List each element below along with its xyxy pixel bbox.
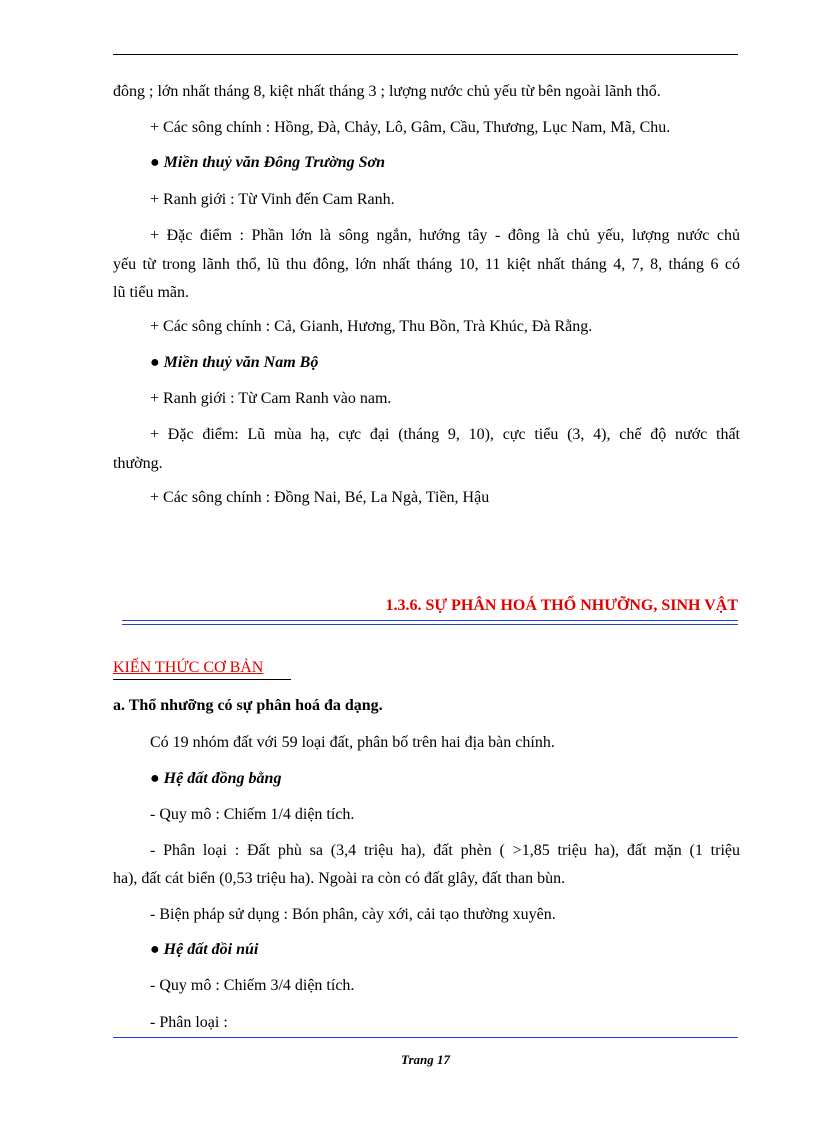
page-number: Trang 17 xyxy=(401,1052,450,1067)
kien-thuc-heading: KIẾN THỨC CƠ BẢN xyxy=(113,659,264,676)
text-line: + Ranh giới : Từ Vinh đến Cam Ranh. xyxy=(150,191,395,208)
text-line: + Đặc điểm: Lũ mùa hạ, cực đại (tháng 9, 10), cực tiểu (3, 4), chế độ nước thất xyxy=(150,426,740,443)
text-line: + Các sông chính : Cả, Gianh, Hương, Thu Bồn, Trà Khúc, Đà Rằng. xyxy=(150,318,593,335)
text-line: - Quy mô : Chiếm 3/4 diện tích. xyxy=(150,977,355,994)
text-line: + Ranh giới : Từ Cam Ranh vào nam. xyxy=(150,390,392,407)
text-line: thường. xyxy=(113,455,163,472)
footer-rule xyxy=(113,1037,738,1038)
paragraph-heading: a. Thổ nhưỡng có sự phân hoá đa dạng. xyxy=(113,697,383,714)
text-line: Có 19 nhóm đất với 59 loại đất, phân bố trên hai địa bàn chính. xyxy=(150,734,555,751)
heading-rule xyxy=(122,624,738,625)
header-rule xyxy=(113,54,738,55)
subheading: ● Miền thuỷ văn Nam Bộ xyxy=(150,354,319,371)
text-line: - Quy mô : Chiếm 1/4 diện tích. xyxy=(150,806,355,823)
text-line: - Phân loại : xyxy=(150,1014,228,1031)
text-line: lũ tiểu mãn. xyxy=(113,284,189,301)
text-line: + Đặc điểm : Phần lớn là sông ngắn, hướng tây - đông là chủ yếu, lượng nước chủ xyxy=(150,227,740,244)
subheading: ● Miền thuỷ văn Đông Trường Sơn xyxy=(150,154,385,171)
subheading: ● Hệ đất đồng bằng xyxy=(150,770,282,787)
kien-thuc-rule xyxy=(113,679,291,680)
text-line: yếu từ trong lãnh thổ, lũ thu đông, lớn nhất tháng 10, 11 kiệt nhất tháng 4, 7, 8, tháng 6 có xyxy=(113,256,740,273)
text-line: + Các sông chính : Hồng, Đà, Chảy, Lô, Gâm, Cầu, Thương, Lục Nam, Mã, Chu. xyxy=(150,119,671,136)
heading-rule xyxy=(122,620,738,621)
subheading: ● Hệ đất đồi núi xyxy=(150,941,259,958)
text-line: ha), đất cát biển (0,53 triệu ha). Ngoài ra còn có đất glây, đất than bùn. xyxy=(113,870,566,887)
text-line: + Các sông chính : Đồng Nai, Bé, La Ngà, Tiền, Hậu xyxy=(150,489,490,506)
text-line: - Phân loại : Đất phù sa (3,4 triệu ha), đất phèn ( >1,85 triệu ha), đất mặn (1 triệu xyxy=(150,842,740,859)
text-line: đông ; lớn nhất tháng 8, kiệt nhất tháng 3 ; lượng nước chủ yếu từ bên ngoài lãnh thổ. xyxy=(113,83,661,100)
section-heading: 1.3.6. SỰ PHÂN HOÁ THỔ NHƯỠNG, SINH VẬT xyxy=(385,597,738,614)
text-line: - Biện pháp sử dụng : Bón phân, cày xới, cải tạo thường xuyên. xyxy=(150,906,556,923)
